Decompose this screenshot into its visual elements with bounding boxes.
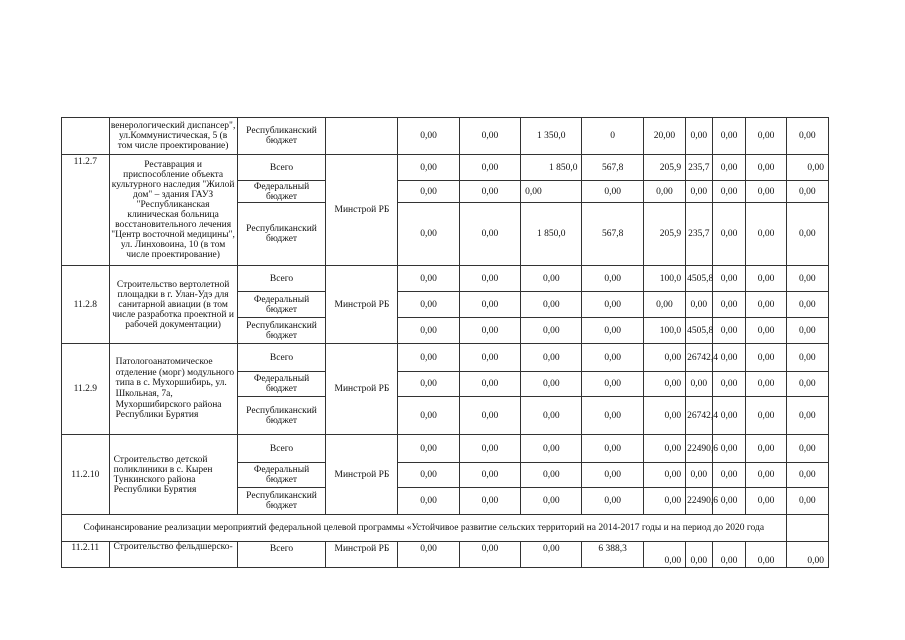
value-cell: 0,00 [459,318,520,344]
table-row [62,542,829,568]
value-cell: 0,00 [712,344,746,372]
value-cell: 6 388,3 [582,542,643,568]
value-cell: 0,00 [786,488,828,515]
item-code-cell: 11.2.7 [62,155,110,266]
value-cell: 26742,4 [686,344,712,372]
value-cell: 0,00 [712,181,746,203]
funding-source-cell: Республиканский бюджет [237,397,326,435]
value-cell: 20,00 [643,118,685,155]
value-cell: 0,00 [459,542,520,568]
value-cell: 0,00 [521,181,582,203]
value-cell: 0,00 [786,118,828,155]
item-code-cell: 11.2.9 [62,344,110,435]
object-name-cell: Строительство вертолетной площадки в г. Улан-Удэ для санитарной авиации (в том числе разработка проектной и рабочей документации) [109,266,237,344]
value-cell: 0,00 [786,266,828,292]
value-cell: 205,9 [643,203,685,266]
table-row [62,118,829,155]
value-cell: 0,00 [398,292,459,318]
value-cell: 0,00 [521,266,582,292]
value-cell: 0,00 [398,488,459,515]
value-cell: 0,00 [459,397,520,435]
value-cell: 0,00 [786,435,828,463]
object-name-cell: Строительство детской поликлиники в с. Кырен Тункинского района Республики Бурятия [109,435,237,515]
value-cell: 0,00 [643,181,685,203]
value-cell: 0,00 [746,318,786,344]
empty-cell [786,515,828,542]
value-cell: 0,00 [398,203,459,266]
value-cell: 0,00 [398,542,459,568]
table-row [62,515,829,542]
value-cell: 0,00 [686,372,712,397]
value-cell: 0,00 [746,397,786,435]
value-cell: 0,00 [459,344,520,372]
value-cell: 0,00 [746,292,786,318]
value-cell: 0,00 [786,155,828,181]
value-cell: 0,00 [459,292,520,318]
executor-cell: Минстрой РБ [326,344,398,435]
value-cell: 0,00 [686,542,712,568]
value-cell: 0,00 [398,397,459,435]
budget-table [61,117,829,568]
value-cell: 0,00 [746,118,786,155]
value-cell: 0,00 [786,463,828,488]
item-code-cell: 11.2.11 [62,542,110,568]
value-cell: 0,00 [786,292,828,318]
value-cell: 0,00 [582,397,643,435]
executor-cell: Минстрой РБ [326,435,398,515]
value-cell: 235,7 [686,155,712,181]
value-cell: 0,00 [686,181,712,203]
value-cell: 0,00 [746,181,786,203]
value-cell: 0,00 [459,155,520,181]
value-cell: 0,00 [459,372,520,397]
value-cell: 0,00 [712,266,746,292]
funding-source-cell: Всего [237,542,326,568]
value-cell: 0,00 [398,155,459,181]
item-code-cell: 11.2.10 [62,435,110,515]
object-name-cell: венерологический диспансер", ул.Коммунистическая, 5 (в том числе проектирование) [109,118,237,155]
value-cell: 0,00 [712,118,746,155]
value-cell: 0,00 [746,155,786,181]
object-name-cell: Патологоанатомическое отделение (морг) модульного типа в с. Мухоршибирь, ул. Школьная, 7а, Мухоршибирского района Республики Бурятия [109,344,237,435]
value-cell: 0,00 [582,266,643,292]
value-cell: 0,00 [712,435,746,463]
table-row [62,435,829,463]
value-cell: 0,00 [643,292,685,318]
value-cell: 567,8 [582,203,643,266]
table-row [62,155,829,181]
funding-source-cell: Всего [237,266,326,292]
value-cell: 235,7 [686,203,712,266]
value-cell: 0,00 [786,397,828,435]
value-cell: 0,00 [398,344,459,372]
value-cell: 0,00 [459,181,520,203]
funding-source-cell: Федеральный бюджет [237,292,326,318]
value-cell: 0,00 [398,463,459,488]
value-cell: 0 [582,118,643,155]
value-cell: 22490,6 [686,435,712,463]
funding-source-cell: Республиканский бюджет [237,203,326,266]
value-cell: 0,00 [686,118,712,155]
value-cell: 0,00 [521,318,582,344]
item-code-cell: 11.2.8 [62,266,110,344]
value-cell: 0,00 [398,266,459,292]
value-cell: 0,00 [582,372,643,397]
value-cell: 0,00 [521,435,582,463]
value-cell: 0,00 [459,118,520,155]
funding-source-cell: Всего [237,344,326,372]
section-banner: Софинансирование реализации мероприятий федеральной целевой программы «Устойчивое развитие сельских территорий на 2014-2017 годы и на период до 2020 года [62,515,787,542]
value-cell: 0,00 [686,463,712,488]
value-cell: 1 850,0 [521,203,582,266]
code-cell [62,118,110,155]
value-cell: 100,0 [643,318,685,344]
value-cell: 0,00 [712,292,746,318]
value-cell: 100,0 [643,266,685,292]
funding-source-cell: Республиканский бюджет [237,488,326,515]
value-cell: 1 850,0 [521,155,582,181]
table-row [62,344,829,372]
value-cell: 0,00 [521,463,582,488]
value-cell: 0,00 [643,372,685,397]
value-cell: 0,00 [786,203,828,266]
value-cell: 0,00 [746,372,786,397]
value-cell: 0,00 [643,344,685,372]
value-cell: 0,00 [459,488,520,515]
value-cell: 0,00 [582,181,643,203]
value-cell: 0,00 [521,397,582,435]
value-cell: 0,00 [786,372,828,397]
value-cell: 0,00 [398,435,459,463]
value-cell: 0,00 [459,463,520,488]
value-cell: 22490,6 [686,488,712,515]
value-cell: 0,00 [582,344,643,372]
value-cell: 0,00 [521,292,582,318]
value-cell: 1 350,0 [521,118,582,155]
value-cell: 4505,8 [686,318,712,344]
value-cell: 0,00 [643,397,685,435]
value-cell: 0,00 [712,397,746,435]
value-cell: 0,00 [459,266,520,292]
value-cell: 0,00 [398,318,459,344]
executor-cell: Минстрой РБ [326,266,398,344]
value-cell: 0,00 [582,463,643,488]
executor-cell: Минстрой РБ [326,542,398,568]
value-cell: 0,00 [786,542,828,568]
value-cell: 0,00 [712,372,746,397]
value-cell: 4505,8 [686,266,712,292]
funding-source-cell: Республиканский бюджет [237,118,326,155]
value-cell: 26742,4 [686,397,712,435]
value-cell: 0,00 [712,488,746,515]
value-cell: 0,00 [643,463,685,488]
value-cell: 0,00 [746,266,786,292]
funding-source-cell: Федеральный бюджет [237,463,326,488]
table-row [62,266,829,292]
value-cell: 0,00 [459,435,520,463]
value-cell: 0,00 [643,435,685,463]
value-cell: 0,00 [521,372,582,397]
object-name-cell: Строительство фельдшерско- [109,542,237,568]
value-cell: 0,00 [712,463,746,488]
value-cell: 0,00 [712,318,746,344]
value-cell: 0,00 [746,203,786,266]
funding-source-cell: Всего [237,155,326,181]
value-cell: 0,00 [643,542,685,568]
value-cell: 0,00 [746,435,786,463]
value-cell: 0,00 [521,542,582,568]
value-cell: 0,00 [746,488,786,515]
value-cell: 0,00 [643,488,685,515]
funding-source-cell: Федеральный бюджет [237,372,326,397]
value-cell: 0,00 [521,488,582,515]
object-name-cell: Реставрация и приспособление объекта культурного наследия "Жилой дом" – здания ГАУЗ "Республиканская клиническая больница восстановительного лечения "Центр восточной медицины", ул. Линховоина, 10 (в том числе проектирование) [109,155,237,266]
value-cell: 567,8 [582,155,643,181]
executor-cell: Минстрой РБ [326,155,398,266]
value-cell: 0,00 [582,292,643,318]
value-cell: 0,00 [582,435,643,463]
value-cell: 0,00 [712,155,746,181]
value-cell: 205,9 [643,155,685,181]
value-cell: 0,00 [459,203,520,266]
value-cell: 0,00 [786,344,828,372]
funding-source-cell: Федеральный бюджет [237,181,326,203]
value-cell: 0,00 [712,203,746,266]
value-cell: 0,00 [746,542,786,568]
value-cell: 0,00 [746,463,786,488]
value-cell: 0,00 [582,488,643,515]
value-cell: 0,00 [398,181,459,203]
value-cell: 0,00 [398,372,459,397]
value-cell: 0,00 [521,344,582,372]
value-cell: 0,00 [712,542,746,568]
funding-source-cell: Всего [237,435,326,463]
value-cell: 0,00 [686,292,712,318]
value-cell: 0,00 [786,181,828,203]
value-cell: 0,00 [746,344,786,372]
value-cell: 0,00 [398,118,459,155]
value-cell: 0,00 [786,318,828,344]
value-cell: 0,00 [582,318,643,344]
executor-cell [326,118,398,155]
funding-source-cell: Республиканский бюджет [237,318,326,344]
